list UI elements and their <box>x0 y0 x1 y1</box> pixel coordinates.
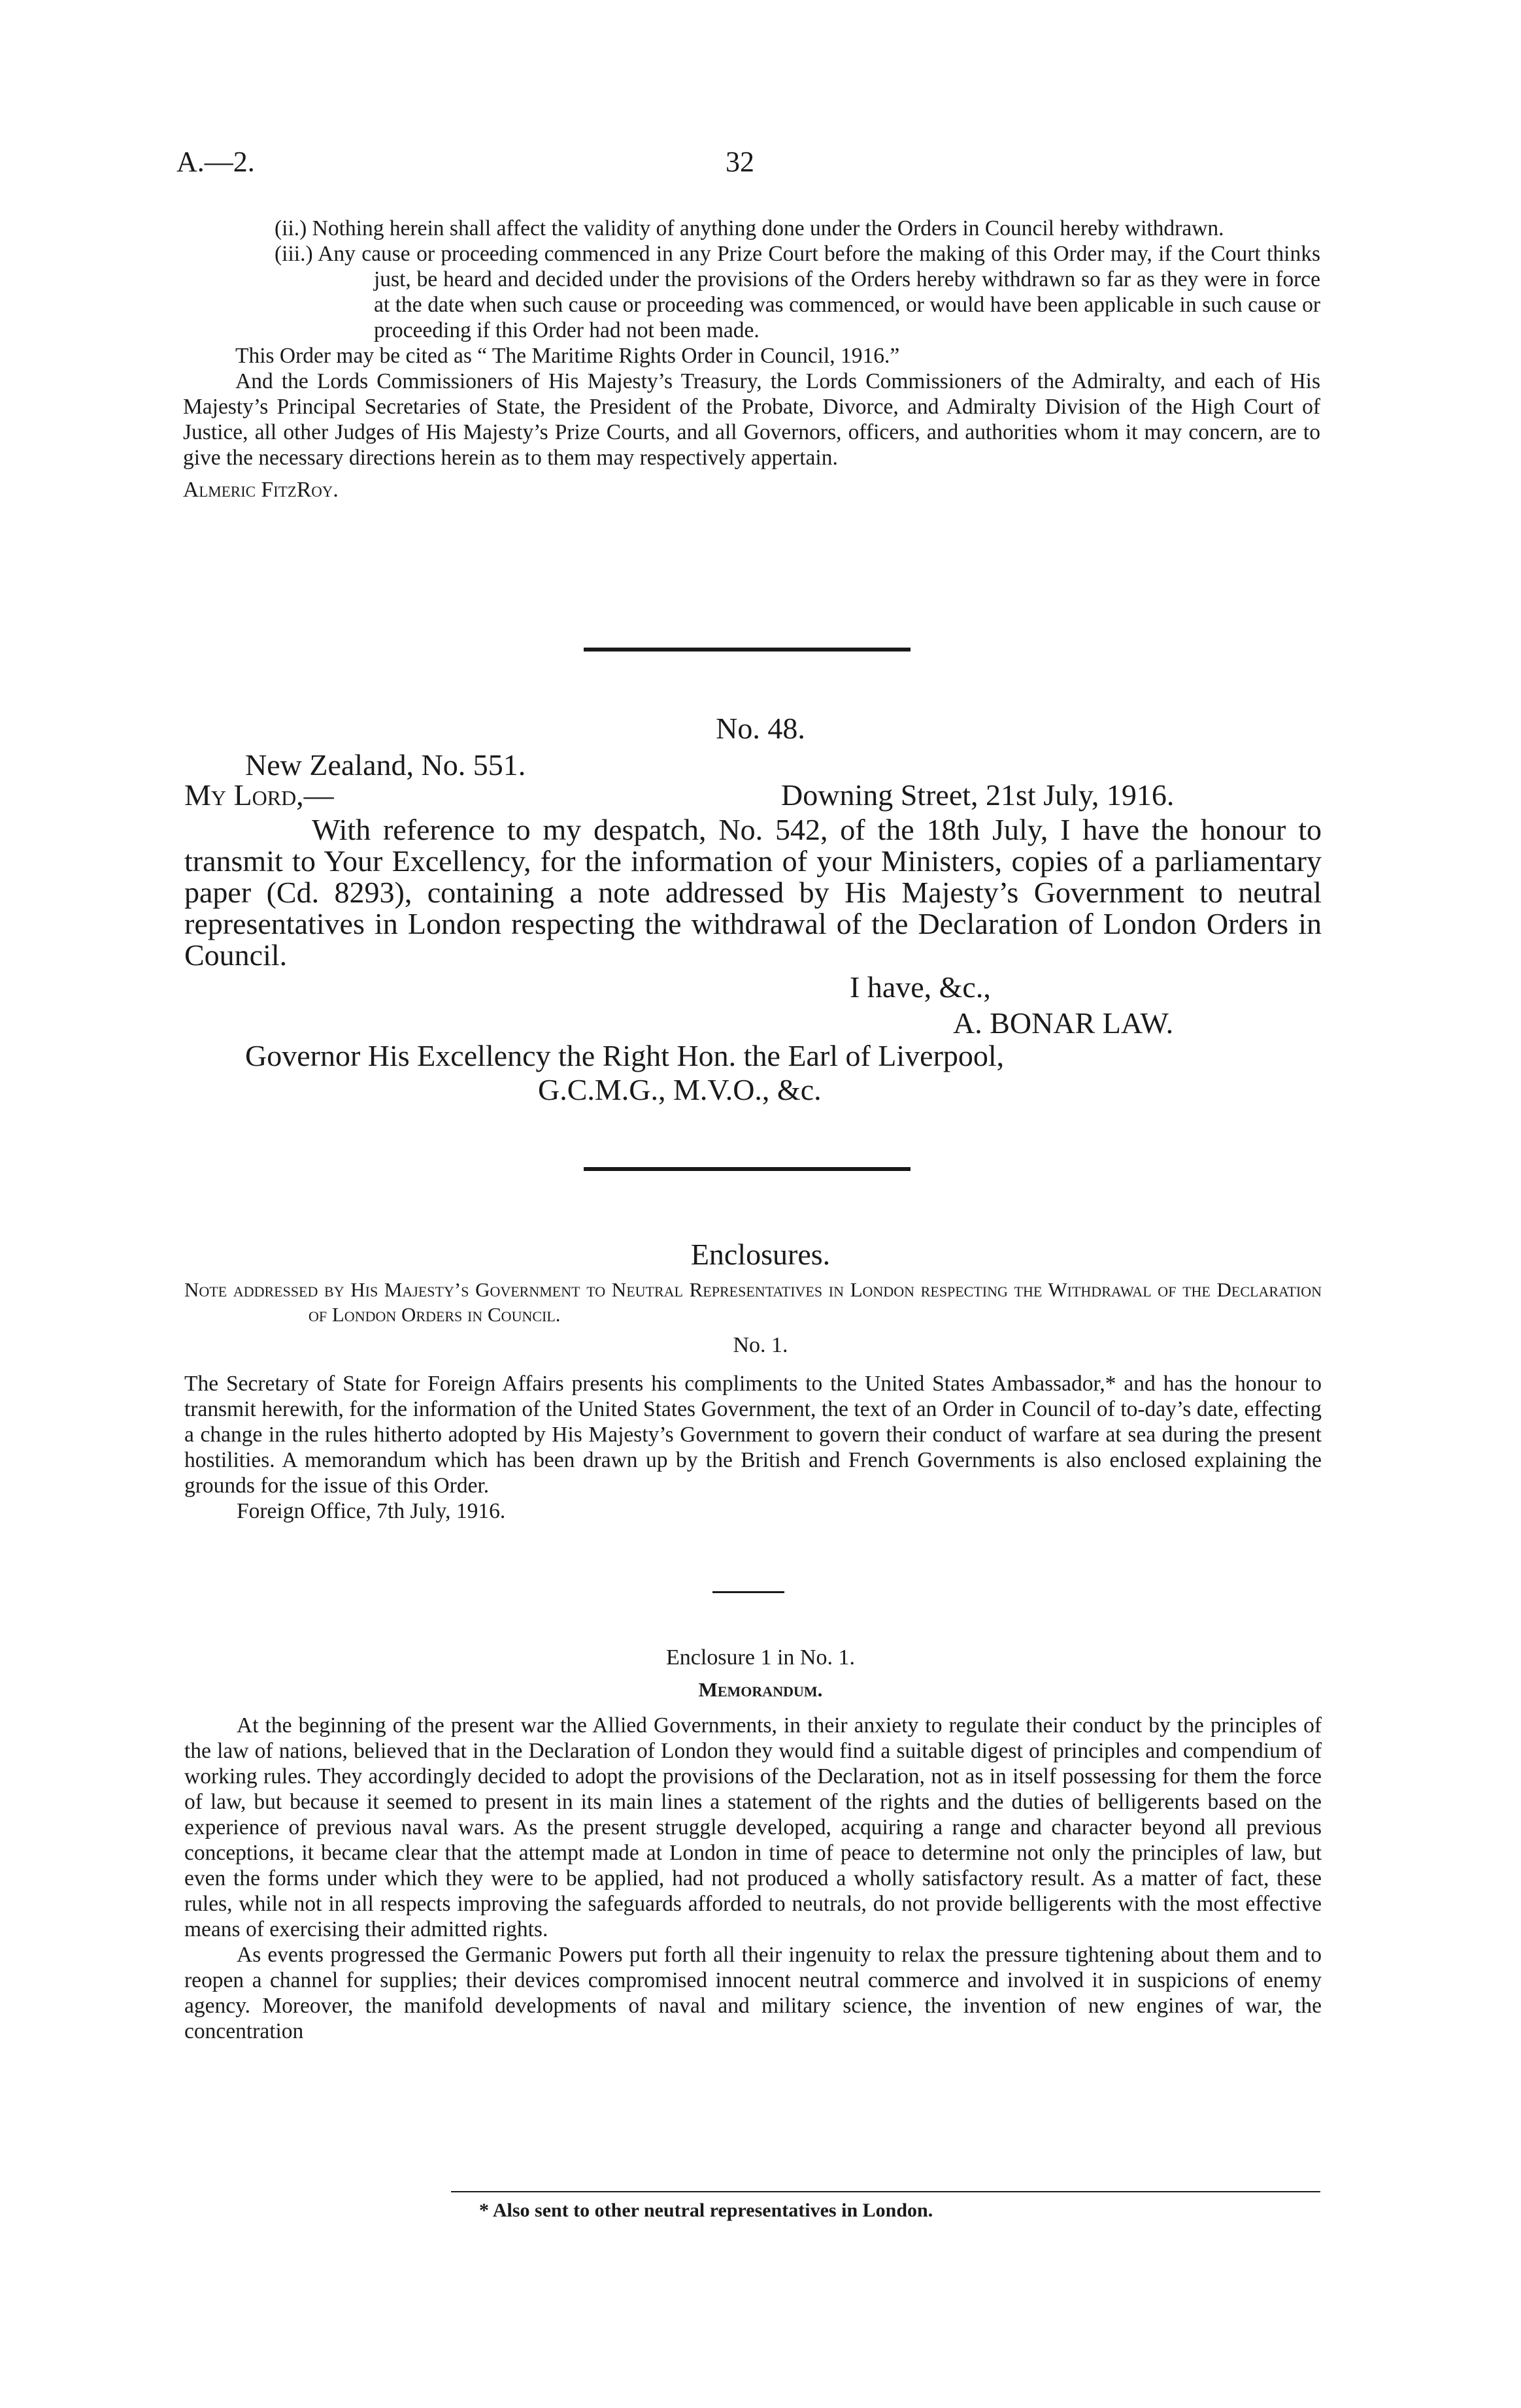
document-series: A.—2. <box>176 146 255 178</box>
order-commissioners-paragraph: And the Lords Commissioners of His Majesty’s Treasury, the Lords Commissioners of the Admiralty, and each of His Majesty’s Principal Secretaries of State, the President of the Probate, Divorce, and Admiralty Division of the High Court of Justice, all other Judges of His Majesty’s Prize Courts, and all Governors, officers, and authorities whom it may concern, are to give the necessary directions herein as to them may respectively appertain. <box>183 369 1320 470</box>
despatch-place-date: Downing Street, 21st July, 1916. <box>781 778 1175 812</box>
despatch-closing: I have, &c., <box>850 970 991 1004</box>
section-rule <box>584 648 911 651</box>
order-item-ii: (ii.) Nothing herein shall affect the validity of anything done under the Orders in Council hereby withdrawn. <box>275 216 1224 240</box>
enclosure-1-heading: Enclosure 1 in No. 1. <box>666 1645 855 1670</box>
despatch-reference: New Zealand, No. 551. <box>245 748 526 782</box>
note-title: Note addressed by His Majesty’s Government to Neutral Representatives in London respecting the Withdrawal of the Declaration of London Orders in Council. <box>184 1278 1322 1326</box>
despatch-body-block <box>184 814 1322 971</box>
memorandum-paragraph-1: At the beginning of the present war the Allied Governments, in their anxiety to regulate their conduct by the principles of the law of nations, believed that in the Declaration of London they would find a suitable digest of principles and compendium of working rules. They accordingly decided to adopt the provisions of the Declaration, not as in itself possessing for them the force of law, but because it seemed to present in its main lines a statement of the rights and the duties of belligerents based on the experience of previous naval wars. As the present struggle developed, acquiring a range and character beyond all previous conceptions, it became clear that the attempt made at London in time of peace to determine not only the principles of law, but even the forms under which they were to be applied, had not produced a wholly satisfactory result. As a matter of fact, these rules, while not in all respects improving the safeguards afforded to neutrals, do not provide belligerents with the most effective means of exercising their admitted rights. <box>184 1713 1322 1941</box>
enclosures-heading: Enclosures. <box>690 1238 831 1271</box>
note-title-block <box>184 1278 1322 1327</box>
despatch-body: With reference to my despatch, No. 542, of the 18th July, I have the honour to transmit to Your Excellency, for the information of your Ministers, copies of a parliamentary paper (Cd. 8293), containing a note addressed by His Majesty’s Government to neutral representatives in London respecting the withdrawal of the Declaration of London Orders in Council. <box>184 813 1322 972</box>
despatch-salutation: My Lord,— <box>184 778 334 812</box>
page-number: 32 <box>726 146 754 178</box>
short-rule <box>712 1591 784 1593</box>
despatch-addressee-line-1: Governor His Excellency the Right Hon. the Earl of Liverpool, <box>245 1039 1005 1072</box>
despatch-number: No. 48. <box>716 712 805 745</box>
despatch-addressee-line-2: G.C.M.G., M.V.O., &c. <box>538 1073 822 1106</box>
memorandum-body <box>184 1713 1322 2044</box>
order-citation: This Order may be cited as “ The Maritime Rights Order in Council, 1916.” <box>235 344 900 368</box>
memorandum-paragraph-2: As events progressed the Germanic Powers put forth all their ingenuity to relax the pressure tightening about them and to reopen a channel for supplies; their devices compromised innocent neutral commerce and involved it in suspicions of enemy agency. Moreover, the manifold developments of naval and military science, the invention of new engines of war, the concentration <box>184 1943 1322 2043</box>
footnote: * Also sent to other neutral representatives in London. <box>479 2200 933 2221</box>
footnote-rule <box>451 2191 1320 2192</box>
memorandum-heading: Memorandum. <box>698 1678 823 1701</box>
order-continuation <box>183 216 1320 503</box>
order-item-iii: (iii.) Any cause or proceeding commenced in any Prize Court before the making of this Order may, if the Court thinks just, be heard and decided under the provisions of the Orders hereby withdrawn so far as they were in force at the date when such cause or proceeding was commenced, or would have been applicable in such cause or proceeding if this Order had not been made. <box>275 242 1320 342</box>
note-body: The Secretary of State for Foreign Affairs presents his compliments to the United States Ambassador,* and has the honour to transmit herewith, for the information of the United States Government, the text of an Order in Council of to-day’s date, effecting a change in the rules hitherto adopted by His Majesty’s Government to govern their conduct of warfare at sea during the present hostilities. A memorandum which has been drawn up by the British and French Governments is also enclosed explaining the grounds for the issue of this Order. <box>184 1372 1322 1498</box>
order-signature: Almeric FitzRoy. <box>183 478 339 502</box>
note-number: No. 1. <box>733 1333 788 1357</box>
section-rule <box>584 1167 911 1171</box>
note-dateline: Foreign Office, 7th July, 1916. <box>237 1499 506 1523</box>
note-body-block <box>184 1371 1322 1524</box>
despatch-signature: A. BONAR LAW. <box>953 1006 1174 1040</box>
